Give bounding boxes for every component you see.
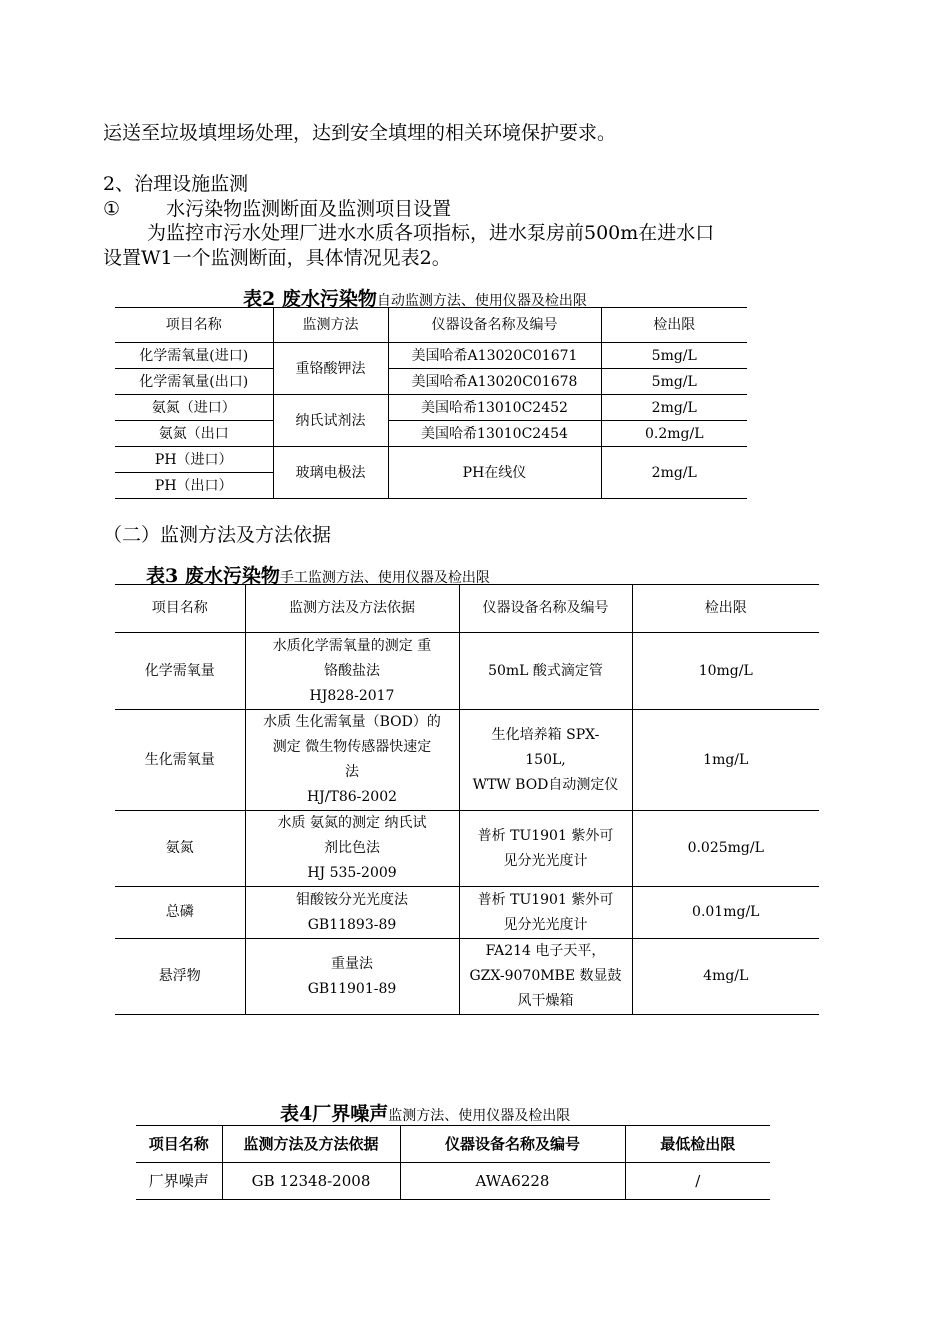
instrument-cell (459, 939, 632, 1015)
header-cell: 监测方法及方法依据 (222, 1126, 400, 1163)
limit-cell: / (625, 1163, 770, 1200)
method-line: 铬酸盐法 (324, 662, 380, 679)
instrument-line: 生化培养箱 SPX- (491, 726, 600, 743)
instrument-line: WTW BOD自动测定仪 (472, 776, 619, 793)
table-header-row (115, 308, 747, 343)
method-line: HJ 535-2009 (307, 865, 397, 881)
table4-caption-rest: 监测方法、使用仪器及检出限 (388, 1108, 571, 1124)
instrument-line: 见分光光度计 (503, 852, 588, 869)
method-line: 水质化学需氧量的测定 重 (272, 637, 432, 654)
item-cell: 化学需氧量(出口) (115, 369, 273, 395)
header-cell: 检出限 (601, 308, 747, 343)
header-cell: 项目名称 (136, 1126, 222, 1163)
item-cell: 生化需氧量 (115, 710, 245, 811)
paragraph-monitoring-line1: 为监控市污水处理厂进水水质各项指标，进水泵房前500m在进水口 (147, 222, 715, 244)
circled-number: ① (103, 198, 121, 220)
method-cell (245, 811, 459, 887)
item-cell: PH（进口） (115, 447, 273, 473)
limit-cell: 5mg/L (601, 343, 747, 369)
table-row (115, 421, 747, 447)
header-cell: 仪器设备名称及编号 (400, 1126, 625, 1163)
limit-cell: 0.2mg/L (601, 421, 747, 447)
method-line: 重量法 (331, 955, 373, 972)
header-cell: 项目名称 (115, 585, 245, 633)
instrument-cell: PH在线仪 (388, 447, 601, 499)
header-cell: 最低检出限 (625, 1126, 770, 1163)
method-line: GB11901-89 (307, 980, 397, 997)
header-cell: 仪器设备名称及编号 (459, 585, 632, 633)
method-cell (245, 887, 459, 939)
table4 (136, 1125, 770, 1200)
header-cell: 检出限 (632, 585, 819, 633)
method-line: 法 (345, 764, 359, 780)
table-header-row (115, 585, 819, 633)
item-cell: 厂界噪声 (136, 1163, 222, 1200)
instrument-cell: 美国哈希A13020C01671 (388, 343, 601, 369)
item-cell: 悬浮物 (115, 939, 245, 1015)
instrument-cell: AWA6228 (400, 1163, 625, 1200)
limit-cell: 2mg/L (601, 395, 747, 421)
instrument-line: GZX-9070MBE 数显鼓 (469, 968, 622, 984)
method-line: 剂比色法 (324, 840, 380, 856)
method-line: HJ828-2017 (309, 687, 395, 704)
item-cell: PH（出口） (115, 473, 273, 499)
subheading-text: 水污染物监测断面及监测项目设置 (166, 198, 452, 220)
limit-cell: 10mg/L (632, 633, 819, 710)
instrument-cell: 美国哈希A13020C01678 (388, 369, 601, 395)
table-row (115, 887, 819, 939)
instrument-cell (459, 710, 632, 811)
instrument-cell: 美国哈希13010C2454 (388, 421, 601, 447)
method-line: HJ/T86-2002 (306, 789, 398, 805)
item-cell: 氨氮 (115, 811, 245, 887)
instrument-cell (459, 887, 632, 939)
method-cell: 玻璃电极法 (273, 447, 388, 499)
section-heading-2: 2、治理设施监测 (103, 173, 249, 195)
instrument-line: 见分光光度计 (503, 916, 588, 933)
instrument-line: 风干燥箱 (517, 993, 574, 1009)
limit-cell: 0.025mg/L (632, 811, 819, 887)
limit-cell: 2mg/L (601, 447, 747, 499)
header-cell: 监测方法及方法依据 (245, 585, 459, 633)
method-line: GB11893-89 (307, 916, 397, 933)
item-cell: 氨氮（进口） (115, 395, 273, 421)
method-cell (245, 939, 459, 1015)
method-cell: GB 12348-2008 (222, 1163, 400, 1200)
limit-cell: 4mg/L (632, 939, 819, 1015)
header-cell: 监测方法 (273, 308, 388, 343)
table-row (115, 369, 747, 395)
table3-caption-rest: 手工监测方法、使用仪器及检出限 (279, 570, 490, 586)
table-row (115, 939, 819, 1015)
table3 (115, 584, 819, 1015)
table-row (115, 395, 747, 421)
table-row (115, 343, 747, 369)
paragraph-landfill: 运送至垃圾填埋场处理，达到安全填埋的相关环境保护要求。 (103, 122, 617, 144)
table2-caption-bold: 表2 废水污染物 (243, 288, 377, 310)
item-cell: 化学需氧量 (115, 633, 245, 710)
instrument-line: 50mL 酸式滴定管 (488, 662, 603, 679)
method-line: 水质 氨氮的测定 纳氏试 (277, 815, 427, 831)
header-cell: 仪器设备名称及编号 (388, 308, 601, 343)
instrument-line: 普析 TU1901 紫外可 (477, 827, 614, 844)
table2-caption-rest: 自动监测方法、使用仪器及检出限 (376, 293, 587, 309)
instrument-line: FA214 电子天平， (485, 943, 606, 959)
table4-caption-bold: 表4厂界噪声 (280, 1103, 389, 1125)
table-row (136, 1163, 770, 1200)
item-cell: 总磷 (115, 887, 245, 939)
header-cell: 项目名称 (115, 308, 273, 343)
section-heading-methods: （二）监测方法及方法依据 (103, 524, 332, 546)
instrument-cell: 美国哈希13010C2452 (388, 395, 601, 421)
table-row (115, 447, 747, 473)
instrument-cell (459, 633, 632, 710)
method-cell (245, 710, 459, 811)
paragraph-monitoring-line2: 设置W1一个监测断面，具体情况见表2。 (103, 247, 451, 269)
table4-caption (280, 1099, 570, 1126)
method-cell: 重铬酸钾法 (273, 343, 388, 395)
instrument-line: 150L, (525, 751, 566, 768)
method-line: 钼酸铵分光光度法 (296, 891, 408, 908)
method-line: 测定 微生物传感器快速定 (272, 739, 432, 755)
table-row (115, 811, 819, 887)
method-cell: 纳氏试剂法 (273, 395, 388, 447)
instrument-cell (459, 811, 632, 887)
table3-caption-bold: 表3 废水污染物 (146, 565, 280, 587)
item-cell: 化学需氧量(进口) (115, 343, 273, 369)
table2 (115, 307, 747, 499)
limit-cell: 5mg/L (601, 369, 747, 395)
instrument-line: 普析 TU1901 紫外可 (477, 891, 614, 908)
item-cell: 氨氮（出口 (115, 421, 273, 447)
table-row (115, 633, 819, 710)
method-cell (245, 633, 459, 710)
limit-cell: 0.01mg/L (632, 887, 819, 939)
subheading-water-monitoring (103, 196, 451, 222)
limit-cell: 1mg/L (632, 710, 819, 811)
table-row (115, 710, 819, 811)
method-line: 水质 生化需氧量（BOD）的 (263, 714, 441, 730)
table-header-row (136, 1126, 770, 1163)
